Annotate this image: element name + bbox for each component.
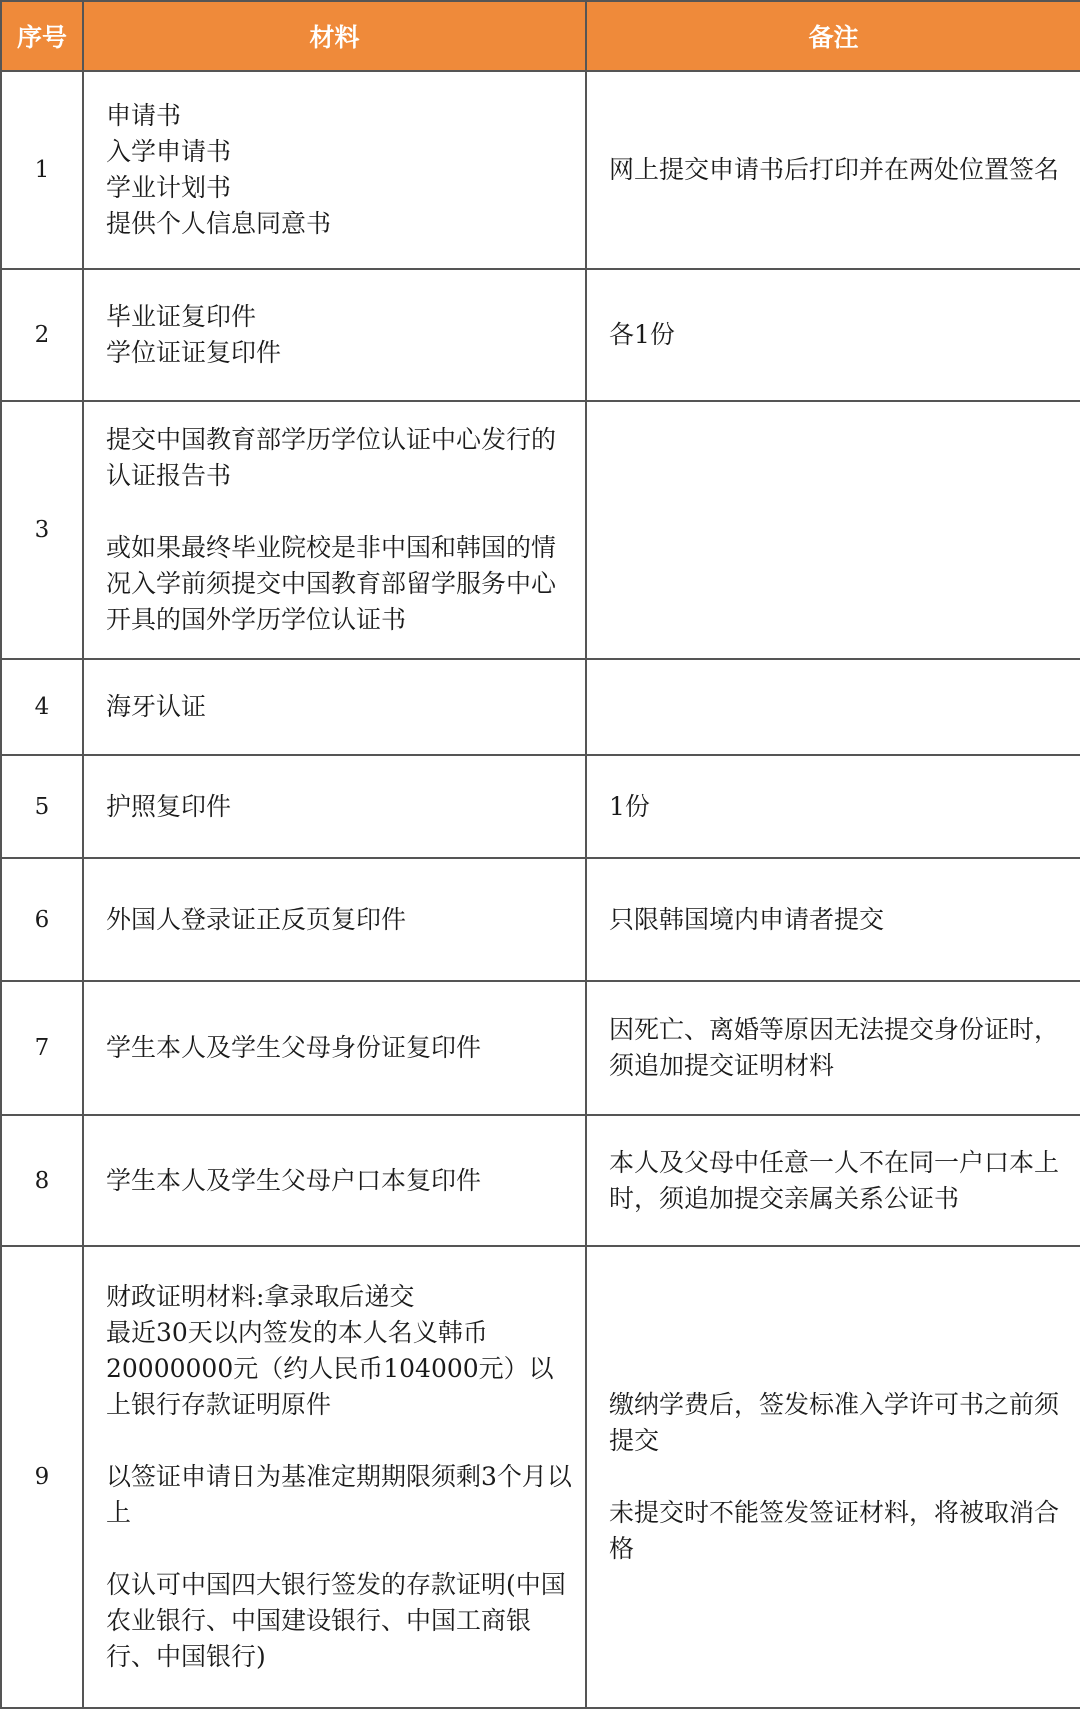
row-note: 因死亡、离婚等原因无法提交身份证时，须追加提交证明材料 bbox=[586, 981, 1080, 1115]
row-material: 海牙认证 bbox=[83, 659, 586, 755]
table-row bbox=[1, 401, 1080, 659]
row-number: 7 bbox=[1, 981, 83, 1115]
row-number: 9 bbox=[1, 1246, 83, 1708]
row-note: 缴纳学费后，签发标准入学许可书之前须提交 未提交时不能签发签证材料，将被取消合格 bbox=[586, 1246, 1080, 1708]
row-material: 毕业证复印件 学位证证复印件 bbox=[83, 269, 586, 401]
row-number: 1 bbox=[1, 71, 83, 269]
row-number: 5 bbox=[1, 755, 83, 858]
row-note: 网上提交申请书后打印并在两处位置签名 bbox=[586, 71, 1080, 269]
row-note bbox=[586, 401, 1080, 659]
table-row bbox=[1, 981, 1080, 1115]
row-number: 2 bbox=[1, 269, 83, 401]
row-number: 6 bbox=[1, 858, 83, 981]
table-row bbox=[1, 71, 1080, 269]
row-material: 财政证明材料:拿录取后递交 最近30天以内签发的本人名义韩币20000000元（约人民币104000元）以上银行存款证明原件 以签证申请日为基准定期期限须剩3个月以上 仅认可中国四大银行签发的存款证明(中国农业银行、中国建设银行、中国工商银行、中国银行) bbox=[83, 1246, 586, 1708]
row-note: 各1份 bbox=[586, 269, 1080, 401]
table-row bbox=[1, 659, 1080, 755]
row-material: 护照复印件 bbox=[83, 755, 586, 858]
header-note: 备注 bbox=[586, 1, 1080, 71]
row-material: 外国人登录证正反页复印件 bbox=[83, 858, 586, 981]
row-number: 8 bbox=[1, 1115, 83, 1246]
row-material: 申请书 入学申请书 学业计划书 提供个人信息同意书 bbox=[83, 71, 586, 269]
table-row bbox=[1, 269, 1080, 401]
row-material: 提交中国教育部学历学位认证中心发行的认证报告书 或如果最终毕业院校是非中国和韩国的情况入学前须提交中国教育部留学服务中心开具的国外学历学位认证书 bbox=[83, 401, 586, 659]
row-material: 学生本人及学生父母户口本复印件 bbox=[83, 1115, 586, 1246]
table-row bbox=[1, 858, 1080, 981]
row-note bbox=[586, 659, 1080, 755]
table-row bbox=[1, 1246, 1080, 1708]
row-number: 3 bbox=[1, 401, 83, 659]
row-note: 只限韩国境内申请者提交 bbox=[586, 858, 1080, 981]
table-row bbox=[1, 755, 1080, 858]
header-material: 材料 bbox=[83, 1, 586, 71]
row-note: 本人及父母中任意一人不在同一户口本上时，须追加提交亲属关系公证书 bbox=[586, 1115, 1080, 1246]
header-number: 序号 bbox=[1, 1, 83, 71]
table-header-row bbox=[1, 1, 1080, 71]
row-note: 1份 bbox=[586, 755, 1080, 858]
row-number: 4 bbox=[1, 659, 83, 755]
table-row bbox=[1, 1115, 1080, 1246]
row-material: 学生本人及学生父母身份证复印件 bbox=[83, 981, 586, 1115]
